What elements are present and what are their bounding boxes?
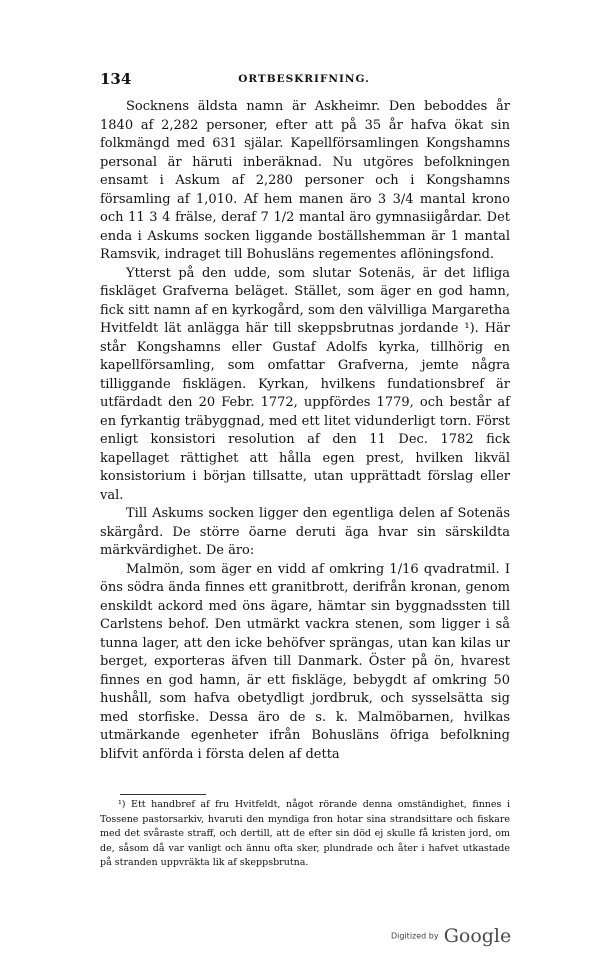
paragraph: Ytterst på den udde, som slutar Sotenäs, är det lifliga fiskläget Grafverna beläget. Stället, som äger en god hamn, fick sitt namn af en kyrkogård, som den välvilliga Margaretha Hvitfeldt lät anlägga här till skeppsbrutnas jordande ¹). Här står Kongshamns eller Gustaf Adolfs kyrka, tillhörig en kapellförsamling, som omfattar Grafverna, jemte några tilliggande fisklägen. Kyrkan, hvilkens fundationsbref är utfärdadt den 20 Febr. 1772, uppfördes 1779, och består af en fyrkantig träbyggnad, med ett litet vidunderligt torn. Först enligt konsistori resolution af den 11 Dec. 1782 fick kapellaget rättighet att hålla egen prest, hvilken likväl konsistorium i början tillsatte, utan upprättadt förslag eller val.: [100, 265, 510, 503]
page-header: [100, 70, 508, 90]
paragraph: Till Askums socken ligger den egentliga delen af Sotenäs skärgård. De större öarne deruti äga hvar sin särskildta märkvärdighet. De äro:: [100, 506, 510, 558]
running-head: ORTBESKRIFNING.: [238, 73, 370, 85]
digitized-by-google-watermark: [391, 925, 511, 947]
body-text: [100, 98, 510, 764]
footnote: [100, 798, 510, 871]
paragraph: Malmön, som äger en vidd af omkring 1/16 qvadratmil. I öns södra ända finnes ett granitbrott, derifrån kronan, genom enskildt ackord med öns ägare, hämtar sin byggnadssten till Carlstens behof. Den utmärkt vackra stenen, som ligger i så tunna lager, att den icke behöfver sprängas, utan kan kilas ur berget, exporteras äfven till Danmark. Öster på ön, hvarest finnes en god hamn, är ett fiskläge, bebygdt af omkring 50 hushåll, som hafva obetydligt jordbruk, och sysselsätta sig med storfiske. Dessa äro de s. k. Malmöbarnen, hvilkas utmärkande egenheter ifrån Bohusläns öfriga befolkning blifvit anförda i första delen af detta: [100, 561, 510, 762]
paragraph: Socknens äldsta namn är Askheimr. Den beboddes år 1840 af 2,282 personer, efter att på 35 år hafva ökat sin folkmängd med 631 själar. Kapellförsamlingen Kongshamns personal är häruti inberäknad. Nu utgöres befolkningen ensamt i Askum af 2,280 personer och i Kongshamns församling af 1,010. Af hem manen äro 3 3/4 mantal krono och 11 3 4 frälse, deraf 7 1/2 mantal äro gymnasiigårdar. Det enda i Askums socken liggande boställshemman är 1 mantal Ramsvik, indraget till Bohusläns regementes aflöningsfond.: [100, 99, 510, 262]
google-logo: Google: [443, 925, 512, 947]
footnote-rule: [120, 794, 206, 795]
watermark-prefix: Digitized by: [391, 931, 439, 941]
footnote-text: ¹) Ett handbref af fru Hvitfeldt, något rörande denna omständighet, finnes i Tossene pastorsarkiv, hvaruti den myndiga fron hotar sina strandsittare och fiskare med det svåraste straff, och dertill, att de efter sin död ej skulle få kristen jord, om de, såsom då var vanligt och ännu ofta sker, plundrade och åter i hafvet utkastade på stranden uppvräkta lik af skeppsbrutna.: [100, 799, 510, 869]
page-number: 134: [100, 70, 132, 88]
